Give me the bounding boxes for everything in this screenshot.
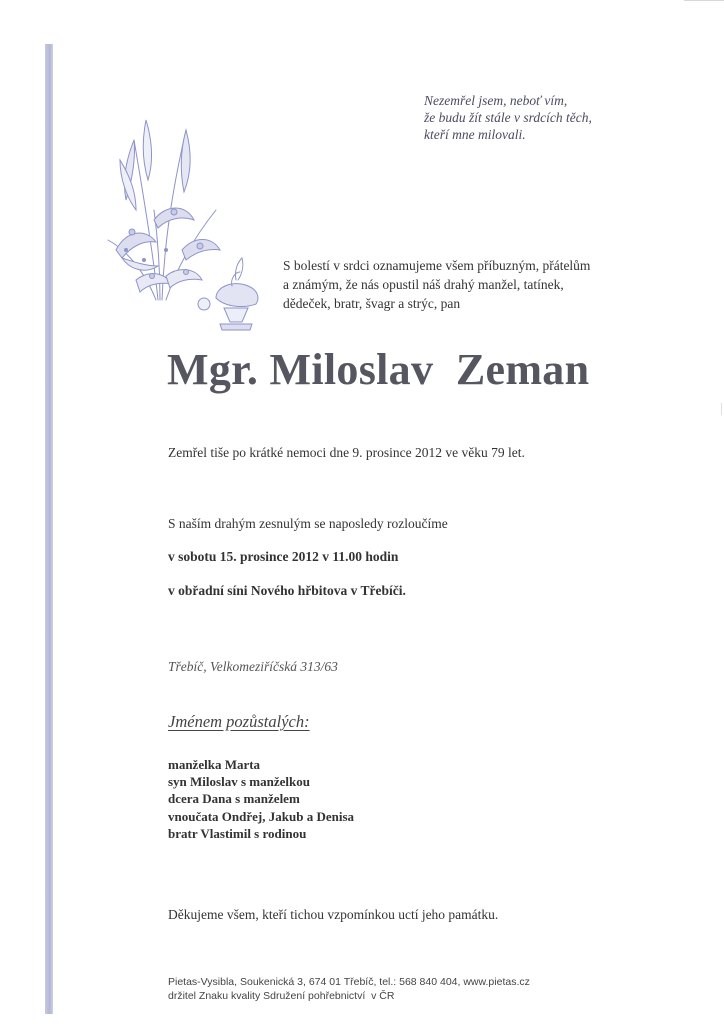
list-item: manželka Marta [168,757,261,772]
footer-certification: držitel Znaku kvality Sdružení pohřebnictví v ČR [168,990,395,1002]
relatives-list [168,756,354,842]
intro-line: a známým, že nás opustil náš drahý manžel, tatínek, [283,277,564,292]
list-item: vnoučata Ondřej, Jakub a Denisa [168,808,354,824]
farewell-intro: S naším drahým zesnulým se naposledy rozloučíme [168,516,448,531]
death-notice: Zemřel tiše po krátké nemoci dne 9. prosince 2012 ve věku 79 let. [168,445,525,460]
decorative-side-bar [45,44,53,1014]
deceased-name: Mgr. Miloslav Zeman [167,345,590,394]
page-edge-mark-right [721,403,722,415]
list-item: syn Miloslav s manželkou [168,774,310,790]
family-address: Třebíč, Velkomeziříčská 313/63 [168,659,338,674]
on-behalf-heading: Jménem pozůstalých: [168,712,310,731]
lily-bouquet-icon [96,100,266,340]
page-edge-mark [684,0,724,1]
intro-line: S bolestí v srdci oznamujeme všem příbuzným, přátelům [283,258,591,273]
thanks-message: Děkujeme všem, kteří tichou vzpomínkou uctí jeho památku. [168,907,499,922]
funeral-service-footer [168,975,530,1003]
farewell-date-time: v sobotu 15. prosince 2012 v 11.00 hodin [168,549,399,564]
announcement-intro [283,256,590,313]
list-item: bratr Vlastimil s rodinou [168,825,307,841]
motto-line: Nezemřel jsem, neboť vím, [424,93,568,108]
footer-contact: Pietas-Vysibla, Soukenická 3, 674 01 Třebíč, tel.: 568 840 404, www.pietas.cz [168,976,530,988]
motto-quote [424,92,592,143]
farewell-place: v obřadní síni Nového hřbitova v Třebíči. [168,583,406,598]
motto-line: kteří mne milovali. [424,127,526,142]
motto-line: že budu žít stále v srdcích těch, [424,110,592,125]
list-item: dcera Dana s manželem [168,791,300,807]
intro-line: dědeček, bratr, švagr a strýc, pan [283,296,461,311]
